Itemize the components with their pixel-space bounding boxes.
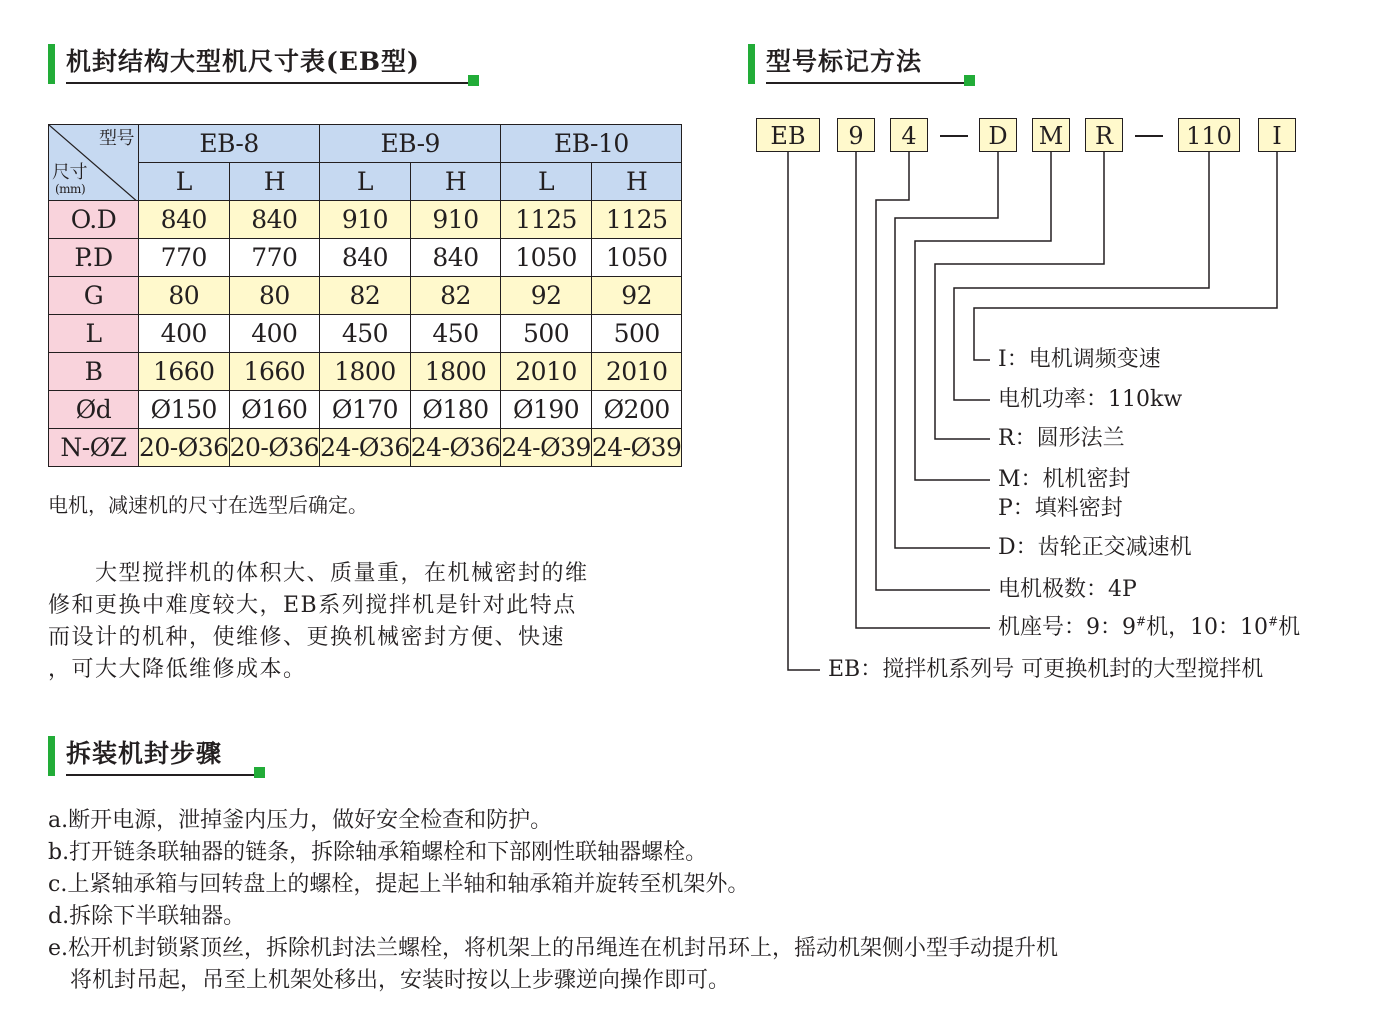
- description-line: 修和更换中难度较大，EB系列搅拌机是针对此特点: [48, 593, 577, 618]
- model-header-eb10: EB-10: [501, 125, 682, 163]
- table-value-cell: 400: [139, 315, 230, 353]
- corner-model-label: 型号: [99, 128, 134, 149]
- code-box-power: 110: [1178, 118, 1240, 152]
- table-value-cell: 1050: [591, 239, 682, 277]
- table-note: 电机，减速机的尺寸在选型后确定。: [48, 493, 368, 517]
- corner-unit-label: (mm): [55, 182, 86, 196]
- table-value-cell: 80: [139, 277, 230, 315]
- table-value-cell: 24-Ø36: [320, 429, 411, 467]
- subheader-cell: L: [320, 163, 411, 201]
- table-value-cell: 840: [229, 201, 320, 239]
- table-value-cell: 840: [320, 239, 411, 277]
- table-value-cell: 2010: [501, 353, 592, 391]
- subheader-cell: L: [501, 163, 592, 201]
- table-value-cell: 910: [320, 201, 411, 239]
- table-value-cell: 1050: [501, 239, 592, 277]
- table-value-cell: 20-Ø36: [229, 429, 320, 467]
- subheader-cell: H: [591, 163, 682, 201]
- table-value-cell: Ø190: [501, 391, 592, 429]
- model-header-eb8: EB-8: [139, 125, 320, 163]
- row-label-cell: P.D: [49, 239, 139, 277]
- frame-label-part: 机: [1278, 615, 1301, 640]
- subheader-cell: H: [229, 163, 320, 201]
- label-motor-power: 电机功率：110kw: [998, 387, 1183, 412]
- table-heading-title: 机封结构大型机尺寸表(EB型): [66, 47, 420, 76]
- table-value-cell: Ø170: [320, 391, 411, 429]
- frame-superscript: #: [1136, 614, 1147, 629]
- description-line: ，可大大降低维修成本。: [48, 657, 307, 682]
- table-value-cell: 450: [320, 315, 411, 353]
- frame-superscript: #: [1268, 614, 1279, 629]
- table-value-cell: 82: [410, 277, 501, 315]
- table-value-cell: 24-Ø36: [410, 429, 501, 467]
- step-item: 将机封吊起，吊至上机架处移出，安装时按以上步骤逆向操作即可。: [48, 968, 731, 993]
- label-gear-reducer: D：齿轮正交减速机: [998, 535, 1192, 560]
- corner-size-label: 尺寸: [52, 162, 87, 183]
- table-value-cell: Ø200: [591, 391, 682, 429]
- table-value-cell: 1800: [320, 353, 411, 391]
- heading-underline: [66, 774, 254, 776]
- heading-accent-bar: [48, 736, 55, 776]
- row-label-cell: B: [49, 353, 139, 391]
- table-value-cell: Ø150: [139, 391, 230, 429]
- subheader-cell: H: [410, 163, 501, 201]
- step-item: b.打开链条联轴器的链条，拆除轴承箱螺栓和下部刚性联轴器螺栓。: [48, 840, 708, 865]
- table-value-cell: 20-Ø36: [139, 429, 230, 467]
- steps-heading-title: 拆装机封步骤: [66, 739, 223, 768]
- row-label-cell: O.D: [49, 201, 139, 239]
- table-value-cell: 80: [229, 277, 320, 315]
- code-box-poles: 4: [890, 118, 928, 152]
- table-value-cell: Ø160: [229, 391, 320, 429]
- step-item: e.松开机封锁紧顶丝，拆除机封法兰螺栓，将机架上的吊绳连在机封吊环上，摇动机架侧小型手动提升机: [48, 936, 1059, 961]
- table-value-cell: 770: [229, 239, 320, 277]
- step-item: a.断开电源，泄掉釜内压力，做好安全检查和防护。: [48, 808, 553, 833]
- step-item: c.上紧轴承箱与回转盘上的螺栓，提起上半轴和轴承箱并旋转至机架外。: [48, 872, 750, 897]
- label-motor-poles: 电机极数：4P: [998, 577, 1137, 602]
- code-box-series: EB: [756, 118, 820, 152]
- label-packing-seal: P：填料密封: [998, 496, 1123, 521]
- table-value-cell: 1800: [410, 353, 501, 391]
- row-label-cell: N-ØZ: [49, 429, 139, 467]
- description-line: 大型搅拌机的体积大、质量重，在机械密封的维: [48, 561, 589, 586]
- description-line: 而设计的机种，使维修、更换机械密封方便、快速: [48, 625, 566, 650]
- table-value-cell: 1660: [139, 353, 230, 391]
- step-item: d.拆除下半联轴器。: [48, 904, 246, 929]
- code-box-reducer: D: [979, 118, 1017, 152]
- table-value-cell: Ø180: [410, 391, 501, 429]
- table-value-cell: 1125: [591, 201, 682, 239]
- row-label-cell: G: [49, 277, 139, 315]
- table-value-cell: 2010: [591, 353, 682, 391]
- table-value-cell: 1660: [229, 353, 320, 391]
- table-value-cell: 770: [139, 239, 230, 277]
- table-value-cell: 400: [229, 315, 320, 353]
- table-value-cell: 1125: [501, 201, 592, 239]
- steps-section-heading: [48, 736, 270, 776]
- frame-label-part: 机，10：10: [1146, 615, 1269, 640]
- row-label-cell: Ød: [49, 391, 139, 429]
- heading-accent-square: [254, 767, 265, 778]
- model-heading-title: 型号标记方法: [766, 47, 923, 76]
- table-value-cell: 92: [501, 277, 592, 315]
- row-label-cell: L: [49, 315, 139, 353]
- table-value-cell: 840: [139, 201, 230, 239]
- table-value-cell: 24-Ø39: [501, 429, 592, 467]
- code-box-frame: 9: [837, 118, 875, 152]
- frame-label-part: 机座号：9：9: [998, 615, 1136, 640]
- label-frame-number: [998, 614, 1300, 642]
- label-speed-control: I：电机调频变速: [998, 347, 1161, 372]
- code-box-seal: M: [1032, 118, 1070, 152]
- table-value-cell: 82: [320, 277, 411, 315]
- label-mechanical-seal: M：机机密封: [998, 467, 1131, 492]
- model-header-eb9: EB-9: [320, 125, 501, 163]
- table-value-cell: 24-Ø39: [591, 429, 682, 467]
- code-box-flange: R: [1085, 118, 1123, 152]
- label-series-code: EB：搅拌机系列号 可更换机封的大型搅拌机: [828, 657, 1264, 682]
- table-value-cell: 500: [501, 315, 592, 353]
- table-value-cell: 450: [410, 315, 501, 353]
- label-round-flange: R：圆形法兰: [998, 426, 1125, 451]
- table-value-cell: 840: [410, 239, 501, 277]
- table-value-cell: 92: [591, 277, 682, 315]
- table-value-cell: 910: [410, 201, 501, 239]
- code-box-speed: I: [1258, 118, 1296, 152]
- table-value-cell: 500: [591, 315, 682, 353]
- subheader-cell: L: [139, 163, 230, 201]
